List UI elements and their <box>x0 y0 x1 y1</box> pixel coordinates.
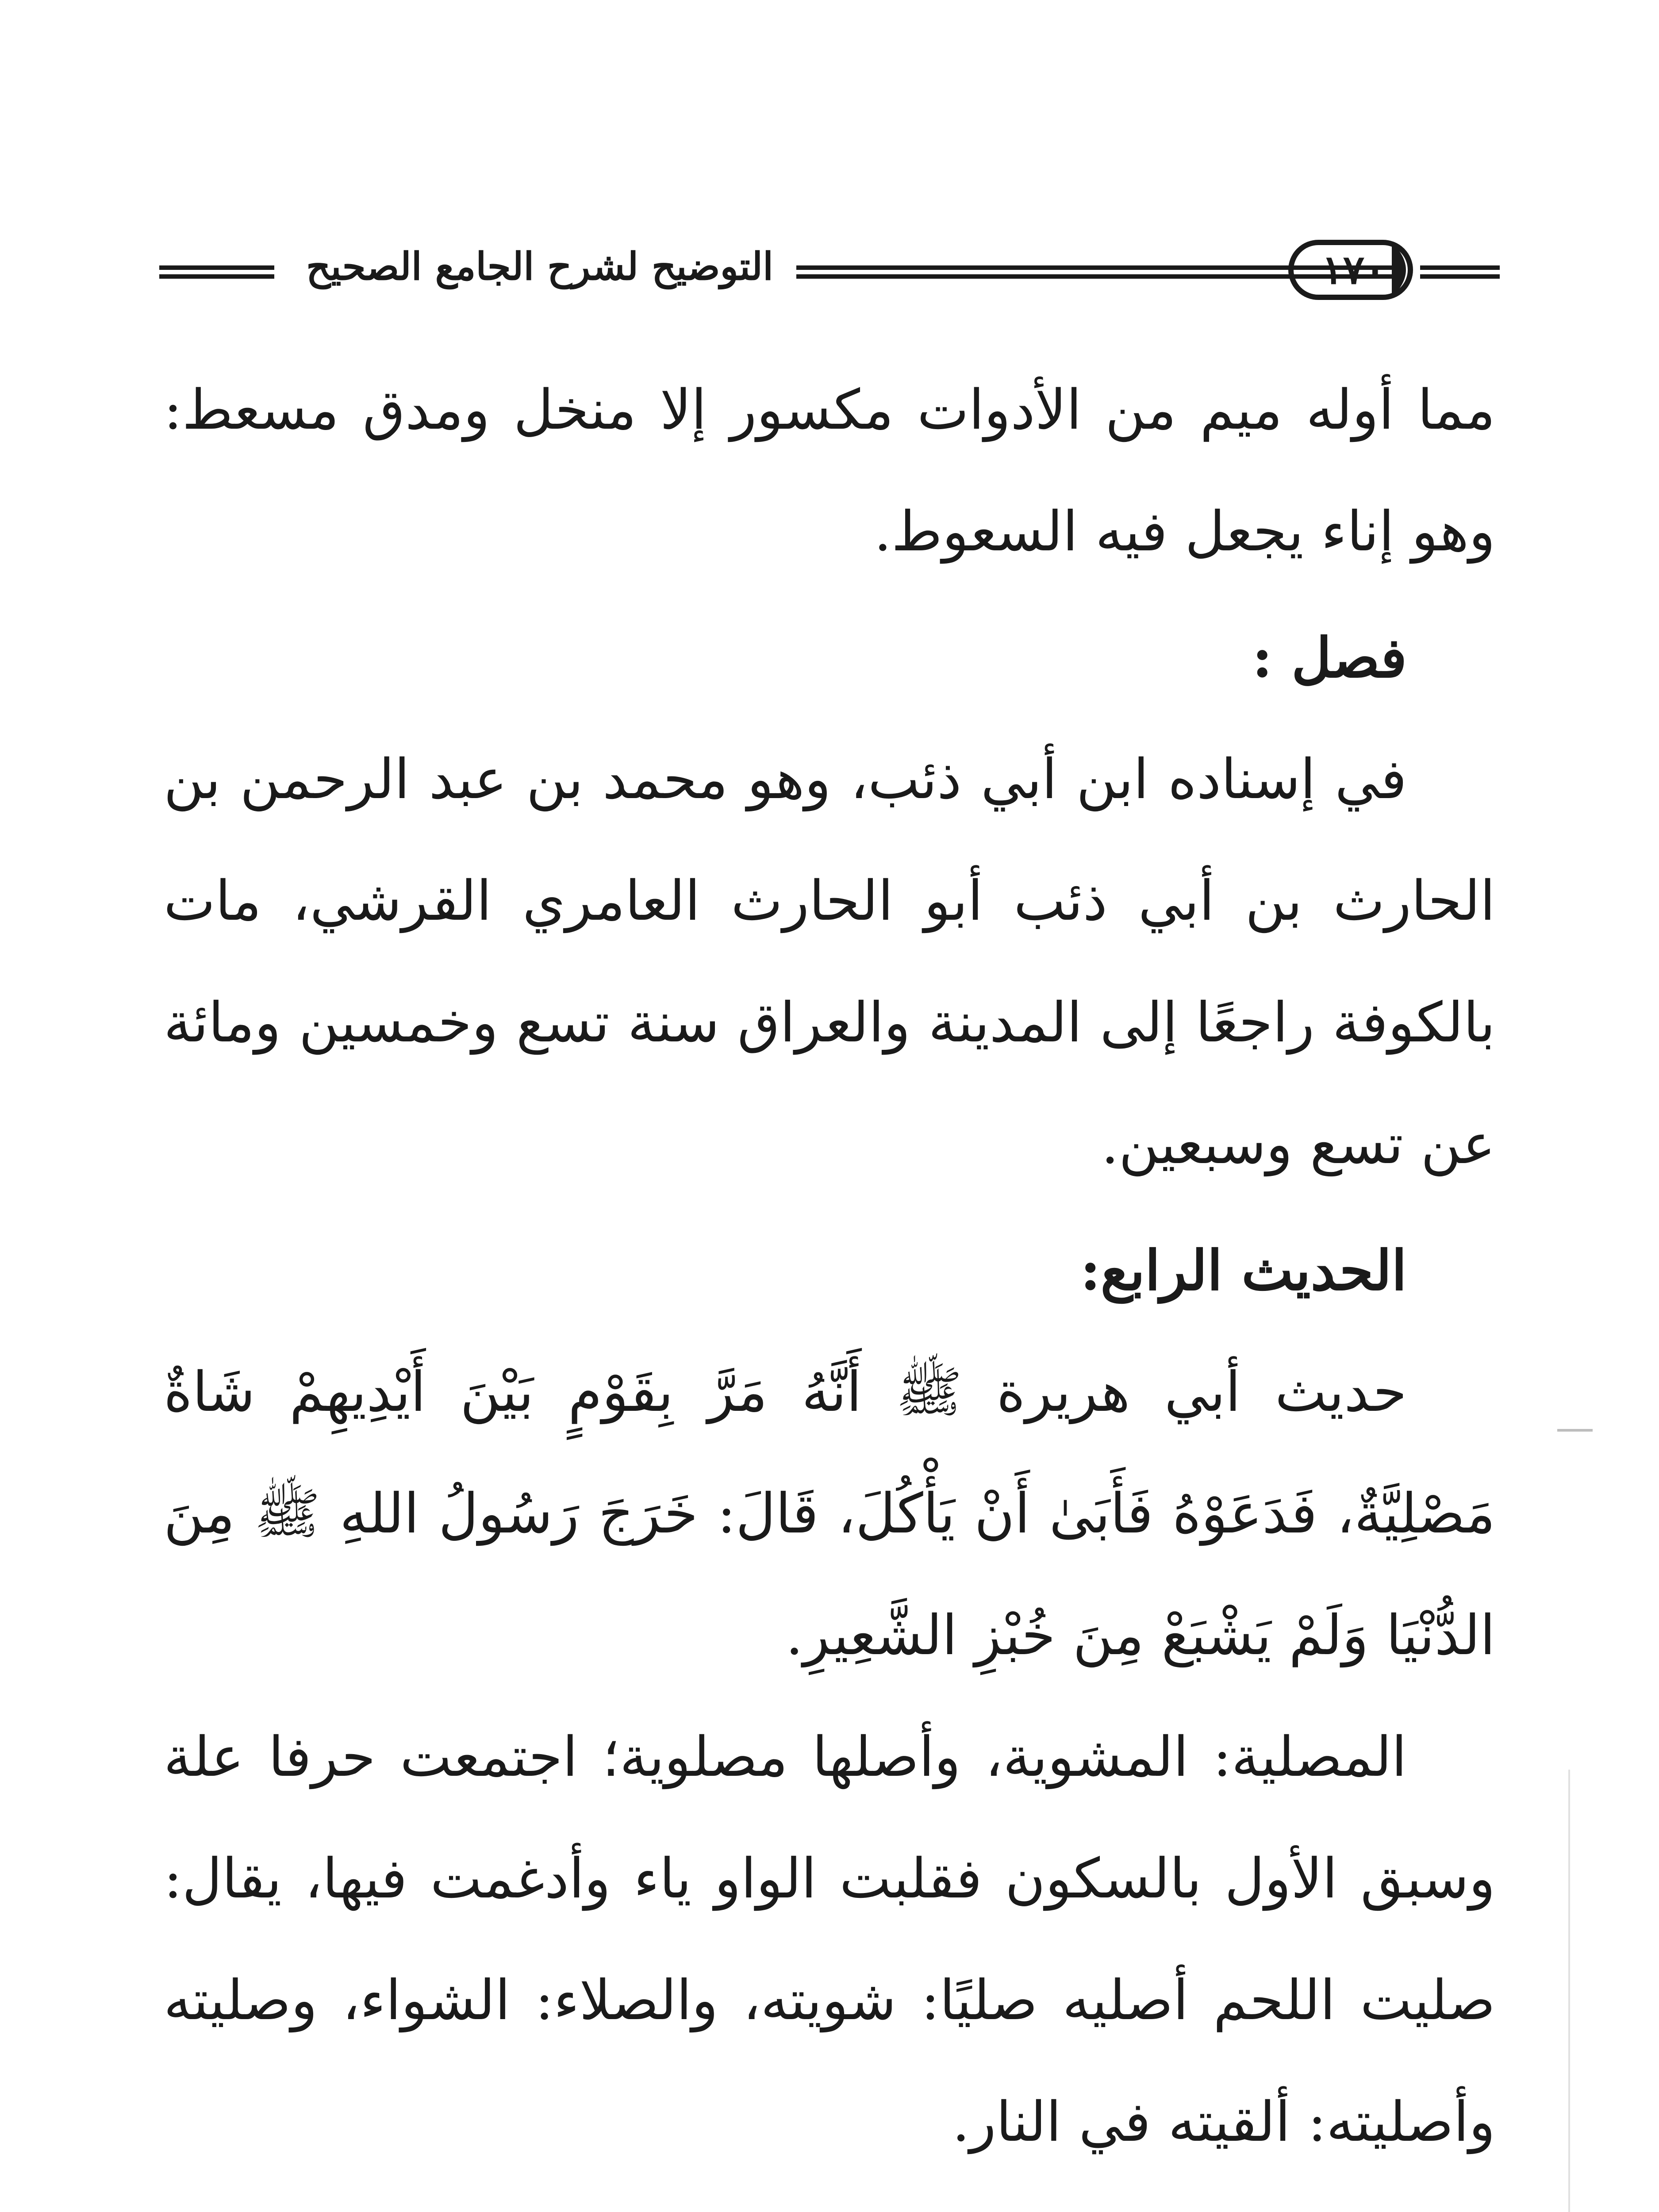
page-number: ١٧٠ <box>1321 246 1386 293</box>
page-body <box>164 349 1495 2212</box>
paragraph-continuation: مما أوله ميم من الأدوات مكسور إلا منخل ومدق مسعط: وهو إناء يجعل فيه السعوط. <box>164 378 1495 564</box>
page-header <box>159 239 1500 310</box>
paragraph-hadith-4: حديث أبي هريرة ﷺ أَنَّهُ مَرَّ بِقَوْمٍ بَيْنَ أَيْدِيهِمْ شَاةٌ مَصْلِيَّةٌ، فَدَعَوْهُ فَأَبَىٰ أَنْ يَأْكُلَ، قَالَ: خَرَجَ رَسُولُ اللهِ ﷺ مِنَ الدُّنْيَا وَلَمْ يَشْبَعْ مِنَ خُبْزِ الشَّعِيرِ. <box>164 1360 1495 1667</box>
paragraph-isnad: في إسناده ابن أبي ذئب، وهو محمد بن عبد الرحمن بن الحارث بن أبي ذئب أبو الحارث العامري القرشي، مات بالكوفة راجعًا إلى المدينة والعراق سنة تسع وخمسين ومائة عن تسع وسبعين. <box>164 748 1495 1176</box>
section-heading-hadith-5 <box>164 2188 1495 2212</box>
paragraph-masliya: المصلية: المشوية، وأصلها مصلوية؛ اجتمعت حرفا علة وسبق الأول بالسكون فقلبت الواو ياء وأدغمت فيها، يقال: صليت اللحم أصليه صليًا: شويته، والصلاء: الشواء، وصليته وأصليته: ألقيته في النار. <box>164 1725 1495 2154</box>
page-number-badge <box>1287 239 1420 301</box>
header-title: التوضيح لشرح الجامع الصحيح <box>306 244 773 289</box>
margin-mark <box>1557 1429 1593 1432</box>
header-rule-right <box>1420 265 1500 279</box>
section-heading-hadith-4: الحديث الرابع: <box>1080 1239 1407 1303</box>
margin-line <box>1568 1770 1570 2212</box>
header-rule-left <box>159 265 274 279</box>
section-heading-fasl: فصل : <box>1252 626 1407 690</box>
